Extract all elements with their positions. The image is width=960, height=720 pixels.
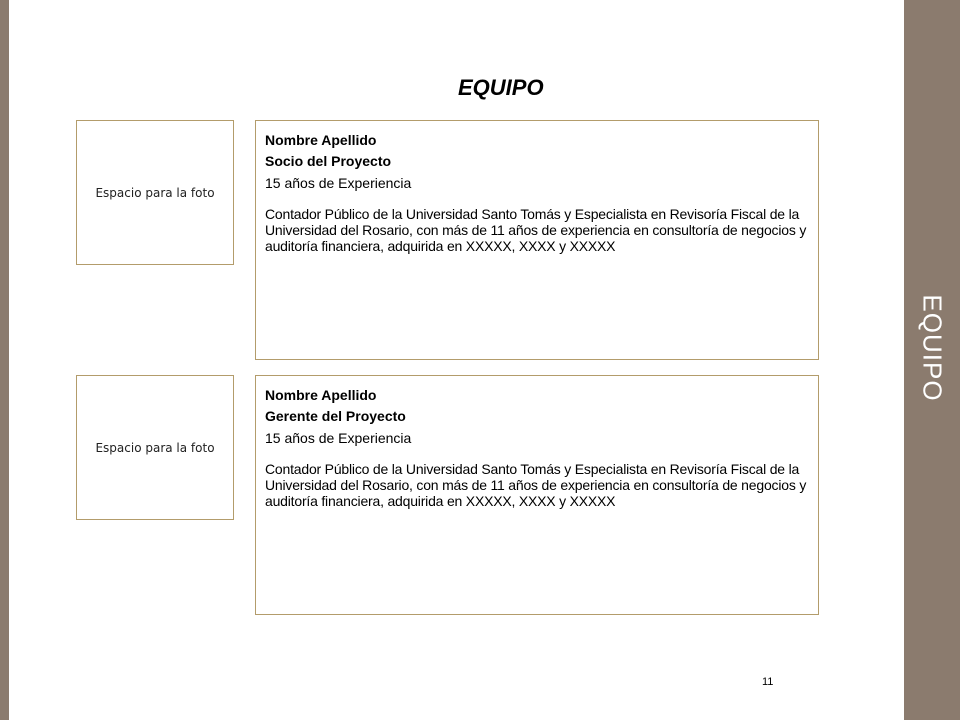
photo-placeholder-text: Espacio para la foto [95,185,215,200]
member-experience: 15 años de Experiencia [265,430,412,446]
photo-placeholder-2 [76,375,234,520]
member-card-2 [255,375,819,615]
page-number: 11 [762,676,774,688]
page-title: EQUIPO [458,75,544,100]
photo-placeholder-text: Espacio para la foto [95,440,215,455]
member-name: Nombre Apellido [265,132,377,148]
member-role: Gerente del Proyecto [265,408,406,424]
member-description: Contador Público de la Universidad Santo Tomás y Especialista en Revisoría Fiscal de la Universidad del Rosario, con más de 11 años de experiencia en consultoría de negocios y auditoría financiera, adquirida en XXXXX, XXXX y XXXXX [265,461,807,509]
member-role: Socio del Proyecto [265,153,392,169]
member-experience: 15 años de Experiencia [265,175,412,191]
member-card-1 [255,120,819,360]
member-description: Contador Público de la Universidad Santo Tomás y Especialista en Revisoría Fiscal de la Universidad del Rosario, con más de 11 años de experiencia en consultoría de negocios y auditoría financiera, adquirida en XXXXX, XXXX y XXXXX [265,206,807,254]
photo-placeholder-1 [76,120,234,265]
member-name: Nombre Apellido [265,387,377,403]
left-decorative-strip [0,0,9,720]
side-section-label: EQUIPO [917,294,948,402]
